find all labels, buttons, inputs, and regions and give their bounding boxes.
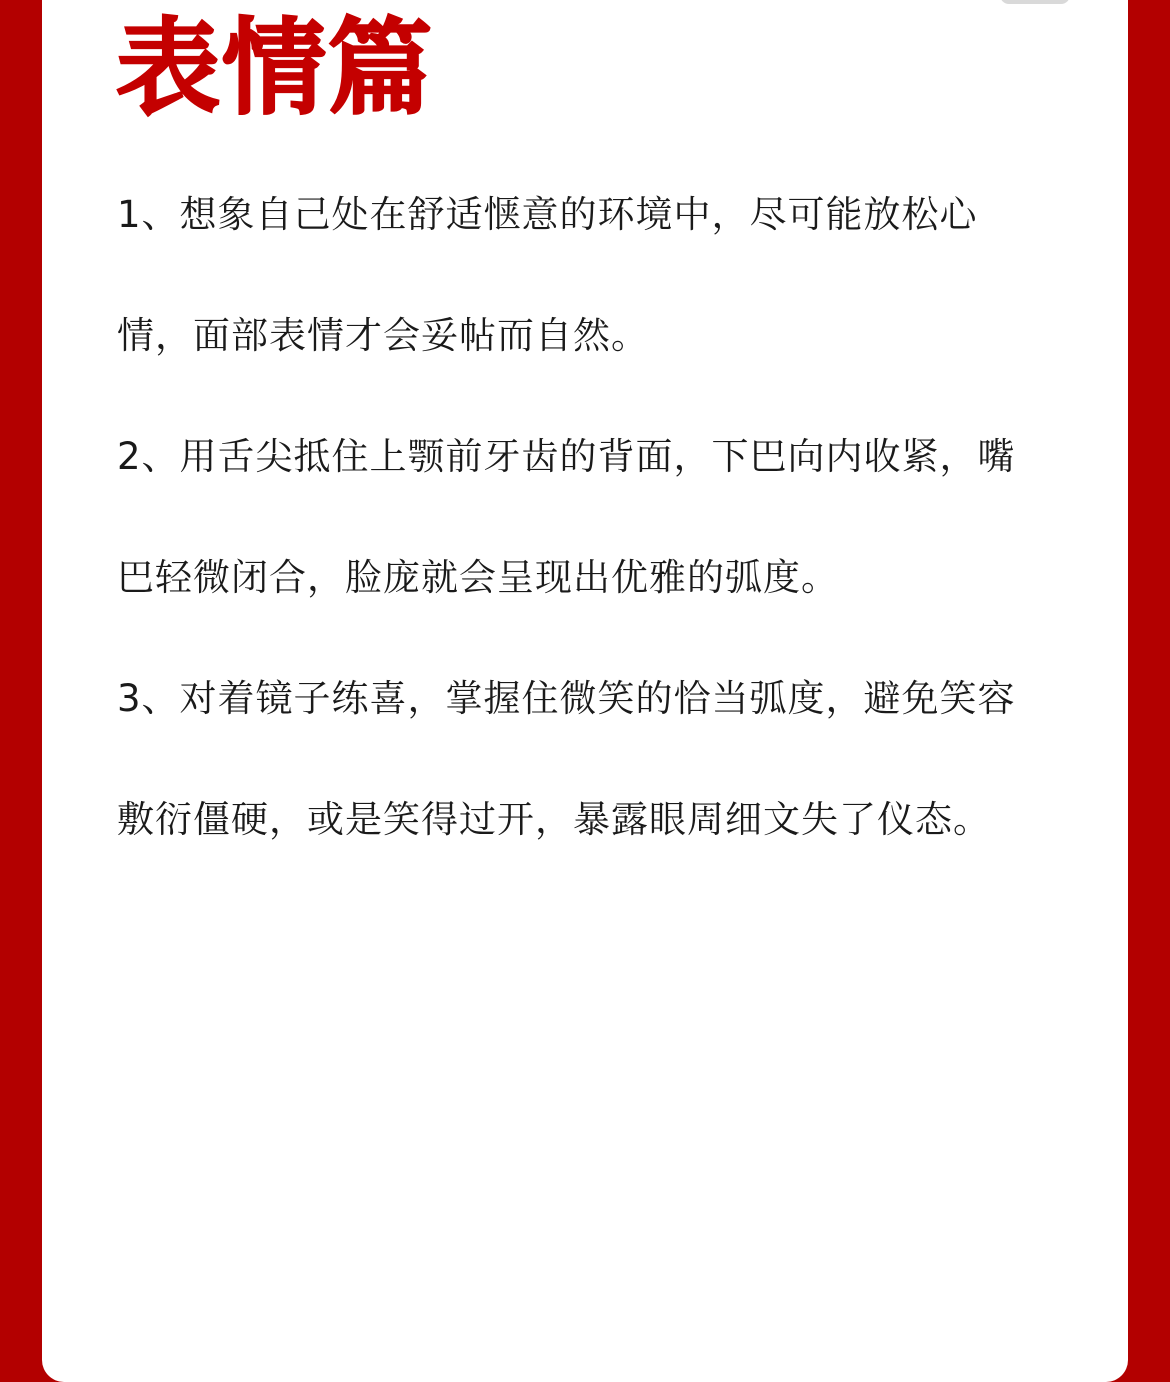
content-card [42,0,1128,1382]
top-handle [1000,0,1070,4]
page-title: 表情篇 [116,7,435,129]
paragraph-2: 2、用舌尖抵住上颚前牙齿的背面，下巴向内收紧，嘴巴轻微闭合，脸庞就会呈现出优雅的弧度。 [117,435,1016,599]
paragraph-1: 1、想象自己处在舒适惬意的环境中，尽可能放松心情，面部表情才会妥帖而自然。 [117,193,978,357]
paragraph-3: 3、对着镜子练喜，掌握住微笑的恰当弧度，避免笑容敷衍僵硬，或是笑得过开，暴露眼周细文失了仪态。 [117,677,1016,841]
article-body [117,154,1047,880]
